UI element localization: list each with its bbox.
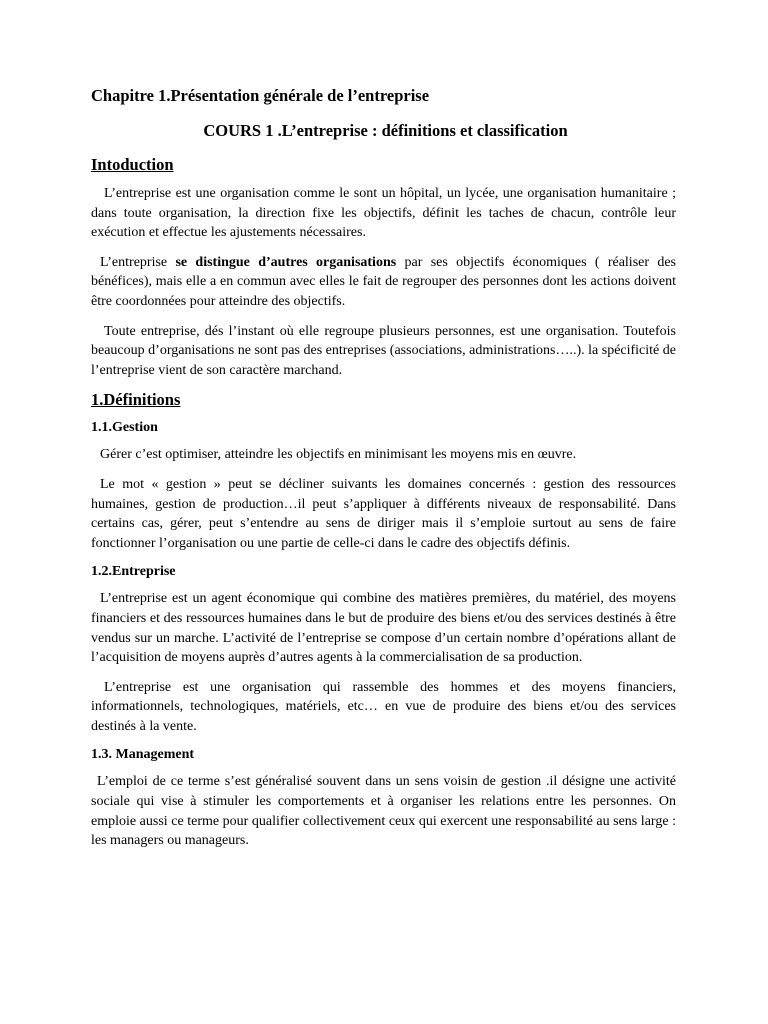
- intro-paragraph-3: Toute entreprise, dés l’instant où elle regroupe plusieurs personnes, est une organisation. Toutefois beaucoup d’organisations ne sont pas des entreprises (associations, administrations…..). la spécificité de l’entreprise vient de son caractère marchand.: [91, 323, 676, 378]
- gestion-paragraph-2: Le mot « gestion » peut se décliner suivants les domaines concernés : gestion des ressources humaines, gestion de production…il peut s’appliquer à différents niveaux de responsabilité. Dans certains cas, gérer, peut s’entendre au sens de diriger mais il s’emploie surtout au sens de faire fonctionner l’organisation ou une partie de celle-ci dans le cadre des objectifs définis.: [91, 476, 676, 551]
- intro-paragraph-2: [91, 253, 676, 312]
- definitions-heading: 1.Définitions: [91, 390, 181, 410]
- entreprise-heading: 1.2.Entreprise: [91, 564, 176, 580]
- gestion-paragraph-1: Gérer c’est optimiser, atteindre les objectifs en minimisant les moyens mis en œuvre.: [100, 447, 577, 463]
- management-heading: 1.3. Management: [91, 747, 195, 763]
- chapter-title: Chapitre 1.Présentation générale de l’entreprise: [91, 86, 430, 105]
- course-title: COURS 1 .L’entreprise : définitions et classification: [203, 121, 568, 140]
- management-paragraph-1: L’emploi de ce terme s’est généralisé souvent dans un sens voisin de gestion .il désigne une activité sociale qui vise à stimuler les comportements et à organiser les relations entre les personnes. On emploie aussi ce terme pour qualifier collectivement ceux qui exercent une responsabilité au sens large : les managers ou manageurs.: [91, 774, 676, 849]
- entreprise-paragraph-1: L’entreprise est un agent économique qui combine des matières premières, du matériel, des moyens financiers et des ressources humaines dans le but de produire des biens et/ou des services destinés à être vendus sur un marche. L’activité de l’entreprise se compose d’un certain nombre d’opérations allant de l’acquisition de moyens auprès d’autres agents à la commercialisation de sa production.: [91, 591, 676, 666]
- intro-paragraph-1: L’entreprise est une organisation comme le sont un hôpital, un lycée, une organisation humanitaire ; dans toute organisation, la direction fixe les objectifs, définit les taches de chacun, contrôle leur exécution et effectue les ajustements nécessaires.: [91, 186, 676, 241]
- entreprise-paragraph-2: L’entreprise est une organisation qui rassemble des hommes et des moyens financiers, informationnels, technologiques, matériels, etc… en vue de produire des biens et/ou des services destinés à la vente.: [91, 679, 676, 734]
- intro-heading: Intoduction: [91, 155, 174, 174]
- gestion-heading: 1.1.Gestion: [91, 420, 158, 436]
- intro-p2-start: L’entreprise: [100, 254, 176, 270]
- intro-p2-end: par ses objectifs économiques ( réaliser des bénéfices), mais elle a en commun avec elles le fait de regrouper des personnes dont les actions doivent être coordonnées pour atteindre des objectifs.: [91, 254, 676, 309]
- intro-p2-bold: se distingue d’autres organisations: [175, 254, 397, 270]
